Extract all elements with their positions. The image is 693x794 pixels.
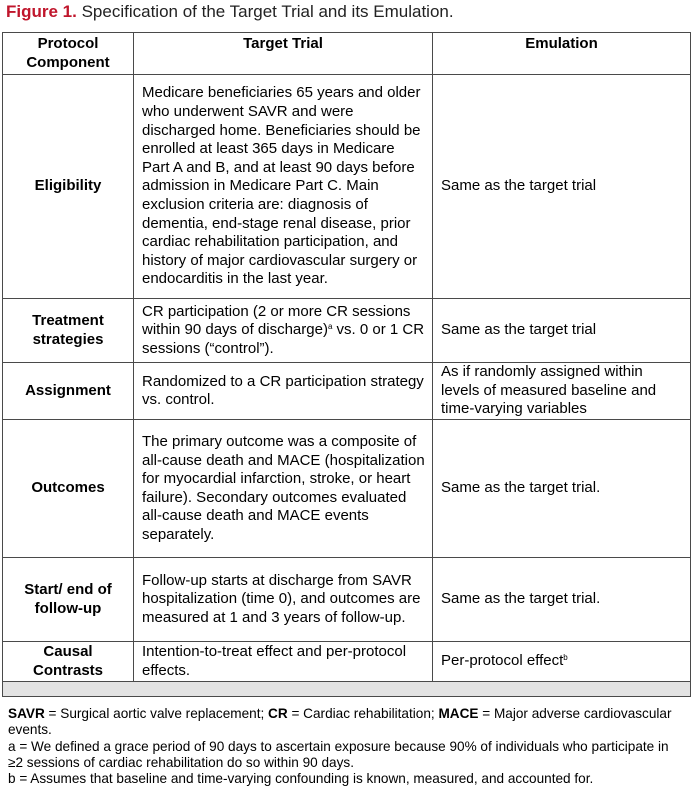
row-assignment-target: Randomized to a CR participation strategy vs. control.	[134, 363, 433, 420]
footnote-b: b = Assumes that baseline and time-varying confounding is known, measured, and accounted for.	[8, 771, 594, 787]
row-outcomes-component: Outcomes	[3, 420, 134, 558]
row-followup-component: Start/ end of follow-up	[3, 558, 134, 642]
row-contrasts-component: Causal Contrasts	[3, 642, 134, 682]
row-eligibility-component: Eligibility	[3, 75, 134, 299]
header-emulation: Emulation	[433, 33, 691, 75]
footnote-a: a = We defined a grace period of 90 days to ascertain exposure because 90% of individuals who participate in ≥2 sessions of cardiac rehabilitation do so within 90 days.	[8, 738, 669, 770]
row-eligibility-emulation: Same as the target trial	[433, 75, 691, 299]
row-contrasts-emulation-text: Per-protocol effect	[441, 652, 564, 670]
table-row	[3, 558, 691, 642]
row-assignment-emulation: As if randomly assigned within levels of measured baseline and time-varying variables	[433, 363, 691, 420]
figure-label: Figure 1.	[6, 2, 77, 21]
figure-title	[6, 2, 454, 22]
table-row	[3, 363, 691, 420]
row-outcomes-target: The primary outcome was a composite of all-cause death and MACE (hospitalization for myocardial infarction, stroke, or heart failure). Secondary outcomes evaluated all-cause death and MACE events separately.	[134, 420, 433, 558]
row-followup-emulation: Same as the target trial.	[433, 558, 691, 642]
footnote-marker-b: b	[563, 653, 568, 663]
table-row	[3, 75, 691, 299]
table-row	[3, 299, 691, 363]
row-contrasts-target: Intention-to-treat effect and per-protocol effects.	[134, 642, 433, 682]
row-eligibility-target: Medicare beneficiaries 65 years and older who underwent SAVR and were discharged home. Beneficiaries should be enrolled at least 365 days in Medicare Part A and B, and at least 90 days before admission in Medicare Part C. Main exclusion criteria are: diagnosis of dementia, end-stage renal disease, prior cardiac rehabilitation participation, and history of major cardiovascular surgery or endocarditis in the last year.	[134, 75, 433, 299]
header-protocol-component: Protocol Component	[3, 33, 134, 75]
footnotes	[8, 706, 684, 787]
row-treatment-target	[134, 299, 433, 363]
abbrev-term: MACE	[438, 706, 479, 721]
table-header-row	[3, 33, 691, 75]
row-treatment-target-text: CR participation (2 or more CR sessions within 90 days of discharge)	[142, 302, 411, 339]
row-outcomes-emulation: Same as the target trial.	[433, 420, 691, 558]
abbrev-def: = Cardiac rehabilitation;	[287, 706, 439, 721]
row-treatment-target-cont: vs. 0 or 1 CR sessions (“control”).	[142, 321, 425, 357]
table-row	[3, 420, 691, 558]
footnote-marker-a: a	[327, 322, 333, 332]
abbrev-term: SAVR	[8, 706, 45, 721]
table-spacer	[3, 682, 691, 697]
figure-caption: Specification of the Target Trial and its Emulation.	[81, 2, 454, 21]
row-contrasts-emulation	[433, 642, 691, 682]
row-treatment-component: Treatment strategies	[3, 299, 134, 363]
abbrev-term: CR	[268, 706, 288, 721]
row-assignment-component: Assignment	[3, 363, 134, 420]
table-row	[3, 642, 691, 682]
protocol-table	[2, 32, 691, 697]
row-followup-target: Follow-up starts at discharge from SAVR hospitalization (time 0), and outcomes are measured at 1 and 3 years of follow-up.	[134, 558, 433, 642]
footnote-abbreviations	[8, 706, 684, 739]
row-treatment-emulation: Same as the target trial	[433, 299, 691, 363]
header-target-trial: Target Trial	[134, 33, 433, 75]
abbrev-def: = Major adverse cardiovascular events.	[8, 706, 672, 738]
table-spacer-row	[3, 682, 691, 697]
abbrev-def: = Surgical aortic valve replacement;	[44, 706, 269, 721]
